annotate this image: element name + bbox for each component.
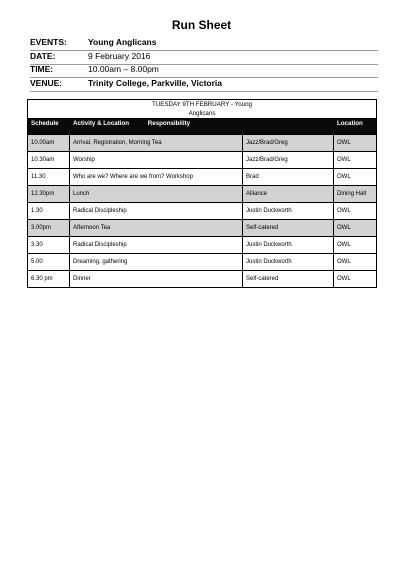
detail-label: TIME: <box>30 64 54 74</box>
cell-location: OWL <box>337 208 351 214</box>
cell-time: 10.30am <box>28 152 70 168</box>
cell-time: 11.30 <box>28 169 70 185</box>
cell-activity: Dreaming, gathering <box>70 254 243 270</box>
cell-activity: Radical Discipleship <box>70 203 243 219</box>
cell-time: 5.00 <box>28 254 70 270</box>
column-header-row <box>28 119 376 134</box>
cell-location: OWL <box>337 242 351 248</box>
detail-label: VENUE: <box>30 78 63 88</box>
detail-value: Trinity College, Parkville, Victoria <box>88 78 223 88</box>
cell-time: 12.30pm <box>28 186 70 202</box>
cell-activity: Worship <box>70 152 243 168</box>
cell-time: 3.00pm <box>28 220 70 236</box>
cell-responsibility: Self-catered <box>243 220 334 236</box>
table-row <box>28 134 376 151</box>
detail-value: Young Anglicans <box>88 37 157 47</box>
cell-activity: Radical Discipleship <box>70 237 243 253</box>
table-row <box>28 185 376 202</box>
day-header-line-1: TUESDAY 9TH FEBRUARY - Young <box>152 101 252 108</box>
cell-responsibility: Justin Duckworth <box>243 203 334 219</box>
detail-line <box>30 76 378 92</box>
cell-responsibility: Jazz/Brad/Greg <box>243 152 334 168</box>
table-row <box>28 270 376 287</box>
table-row <box>28 236 376 253</box>
cell-responsibility: Justin Duckworth <box>243 237 334 253</box>
cell-location: OWL <box>337 140 351 146</box>
cell-responsibility: Justin Duckworth <box>243 254 334 270</box>
cell-activity: Afternoon Tea <box>70 220 243 236</box>
cell-activity: Lunch <box>70 186 243 202</box>
day-header <box>28 100 376 119</box>
table-row <box>28 168 376 185</box>
cell-location: OWL <box>337 276 351 282</box>
detail-value: 9 February 2016 <box>88 51 151 61</box>
table-row <box>28 219 376 236</box>
table-body <box>28 134 376 287</box>
column-header-blank <box>243 119 334 134</box>
cell-responsibility: Jazz/Brad/Greg <box>243 135 334 151</box>
detail-value: 10.00am – 8.00pm <box>88 64 159 74</box>
cell-activity: Arrival, Registration, Morning Tea <box>70 135 243 151</box>
cell-location: OWL <box>337 174 351 180</box>
cell-activity: Who are we? Where are we from? Workshop <box>70 169 243 185</box>
column-header-responsibility: Responsibility <box>147 120 191 127</box>
cell-location: OWL <box>337 259 351 265</box>
detail-label: EVENTS: <box>30 37 67 47</box>
column-header-activity-label: Activity & Location <box>73 120 130 127</box>
cell-responsibility: Brad <box>243 169 334 185</box>
cell-location: Dining Hall <box>337 191 367 197</box>
cell-responsibility: Alliance <box>243 186 334 202</box>
cell-location: OWL <box>337 225 351 231</box>
column-header-schedule: Schedule <box>31 120 59 127</box>
page-title: Run Sheet <box>171 18 232 32</box>
column-header-location: Location <box>337 120 363 127</box>
cell-time: 10.00am <box>28 135 70 151</box>
day-header-line-2: Anglicans <box>188 109 216 117</box>
cell-time: 6.30 pm <box>28 271 70 287</box>
cell-responsibility: Self-catered <box>243 271 334 287</box>
table-row <box>28 151 376 168</box>
cell-location: OWL <box>337 157 351 163</box>
cell-time: 3.30 <box>28 237 70 253</box>
table-row <box>28 253 376 270</box>
column-header-activity <box>70 119 243 134</box>
cell-activity: Dinner <box>70 271 243 287</box>
run-sheet-table <box>27 99 377 288</box>
detail-label: DATE: <box>30 51 56 61</box>
cell-time: 1.30 <box>28 203 70 219</box>
table-row <box>28 202 376 219</box>
